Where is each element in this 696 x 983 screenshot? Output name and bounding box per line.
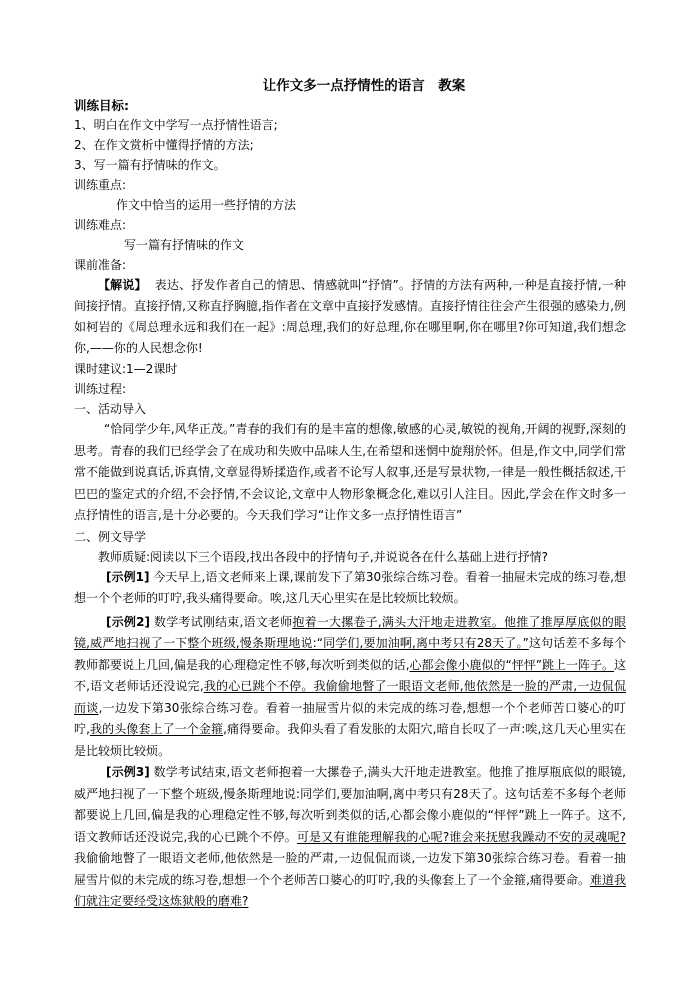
section-2-heading: 二、例文导学 [74,529,147,544]
lyrical-sentence: 可是又有谁能理解我的心呢?谁会来抚慰我躁动不安的灵魂呢? [296,829,626,844]
difficulty-text: 写一篇有抒情味的作文 [124,238,245,252]
key-heading: 训练重点: [74,178,127,192]
example-label: [示例3] [106,765,150,779]
key-text: 作文中恰当的运用一些抒情的方法 [116,198,297,212]
example-text: ,一边发下第30张综合练习卷。看着一抽屉雪片似的未完成的练习卷,想想一个个老师苦口婆心的叮咛, [74,700,626,736]
goals-heading: 训练目标: [74,98,129,113]
teacher-question: 教师质疑:阅读以下三个语段,找出各段中的抒情句子,并说说各在什么基础上进行抒情? [98,549,549,564]
hours-suggestion: 课时建议:1—2课时 [74,362,178,376]
goal-item: 2、在作文赏析中懂得抒情的方法; [74,138,254,152]
example-3 [74,762,626,913]
lyrical-sentence: 难道我们就注定要经受这炼狱般的磨难? [74,872,626,908]
example-text: 数学考试结束,语文老师抱着一大摞卷子,满头大汗地走进教室。他推了推厚瓶底似的眼镜,威严地扫视了一下整个班级,慢条斯理地说:同学们,要加油啊,离中考只有28天了。这句话差不多每个老师都要说上几回,偏是我的心理稳定性不够,每次听到类似的话,心都会像小鹿似的“怦怦”跳上一阵子。这不,语文教师话还没说完,我的心已跳个不停。 [74,765,626,844]
example-label: [示例2] [106,614,150,629]
explanation-label: 【解说】 [98,278,147,292]
lyrical-sentence: 我的心已跳个不停。我偷偷地瞥了一眼语文老师,他依然是一脸的严肃,一边侃侃而谈 [74,679,626,715]
lyrical-sentence: 抱着一大摞卷子,满头大汗地走进教室。他推了推厚厚底似的眼镜,威严地扫视了一下整个班级,慢条斯理地说:“同学们,要加油啊,离中考只有28天了。” [74,614,626,650]
example-text: 我偷偷地瞥了一眼语文老师,他依然是一脸的严肃,一边侃侃而谈,一边发下第30张综合练习卷。看着一抽屉雪片似的未完成的练习卷,想想一个个老师苦口婆心的叮咛,我的头像套上了一个金箍,痛得要命。 [74,851,626,887]
lyrical-sentence: 心都会像小鹿似的“怦怦”跳上一阵子。 [409,657,614,672]
section-1-heading: 一、活动导入 [74,402,147,416]
difficulty-heading: 训练难点: [74,218,127,232]
example-1 [74,567,626,610]
example-2 [74,612,626,763]
example-text: 今天早上,语文老师来上课,课前发下了第30张综合练习卷。看着一抽屉未完成的练习卷,想想一个个老师的叮咛,我头痛得要命。唉,这几天心里实在是比较烦比较烦。 [74,569,626,605]
process-heading: 训练过程: [74,382,127,396]
page-title: 让作文多一点抒情性的语言 教案 [262,78,466,94]
goal-item: 1、明白在作文中学写一点抒情性语言; [74,118,278,132]
example-label: [示例1] [106,569,150,584]
lesson-plan-page [74,76,626,913]
lyrical-sentence: 我的头像套上了一个金箍 [89,722,224,736]
goal-item: 3、写一篇有抒情味的作文。 [74,158,226,172]
prep-heading: 课前准备: [74,258,127,272]
example-text: ,痛得要命。我仰头看了看发胀的太阳穴,暗自长叹了一声:唉,这几天心里实在是比较烦比较烦。 [74,722,626,758]
explanation-text: 表达、抒发作者自己的情思、情感就叫“抒情”。抒情的方法有两种,一种是直接抒情,一种间接抒情。直接抒情,又称直抒胸臆,指作者在文章中直接抒发感情。直接抒情往往会产生很强的感染力,例如柯岩的《周总理永远和我们在一起》:周总理,我们的好总理,你在哪里啊,你在哪里?你可知道,我们想念你,——你的人民想念你! [74,278,626,355]
example-text: 这不,语文老师话还没说完, [74,657,627,693]
example-text: 数学考试刚结束,语文老师 [154,614,293,629]
prep-explanation [74,275,626,359]
example-text: 这句话差不多每个教师都要说上几回,偏是我的心理稳定性不够,每次听到类似的话, [74,636,626,672]
section-1-text: “恰同学少年,风华正茂。”青春的我们有的是丰富的想像,敏感的心灵,敏锐的视角,开阔的视野,深刻的思考。青春的我们已经学会了在成功和失败中品味人生,在希望和迷惘中旋翔於怀。但是,作文中,同学们常常不能做到说真话,诉真情,文章显得矫揉造作,或者不论写人叙事,还是写景状物,一律是一般性概括叙述,干巴巴的鉴定式的介绍,不会抒情,不会议论,文章中人物形象概念化,难以引人注目。因此,学会在作文时多一点抒情性的语言,是十分必要的。今天我们学习“让作文多一点抒情性语言” [74,422,626,522]
